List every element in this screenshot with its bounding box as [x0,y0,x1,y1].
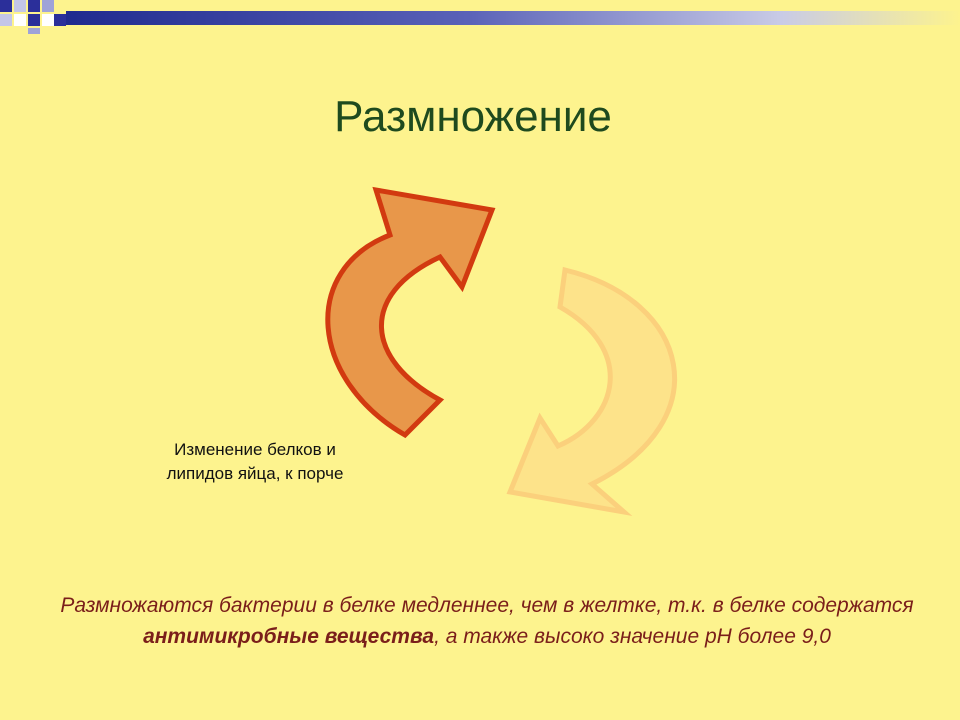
cycle-node-label: Изменение белков и липидов яйца, к порче [166,440,344,483]
body-text-part1: Размножаются бактерии в белке медленнее, чем в желтке, т.к. в белке содержатся [60,594,914,617]
slide-title: Размножение [334,92,612,141]
cycle-arrow-active [328,190,492,435]
body-text-part2: , а также высоко значение pH более 9,0 [434,625,831,648]
body-paragraph [52,590,922,652]
cycle-arrow-faded [510,270,675,512]
body-emphasis: антимикробные вещества [143,625,435,648]
